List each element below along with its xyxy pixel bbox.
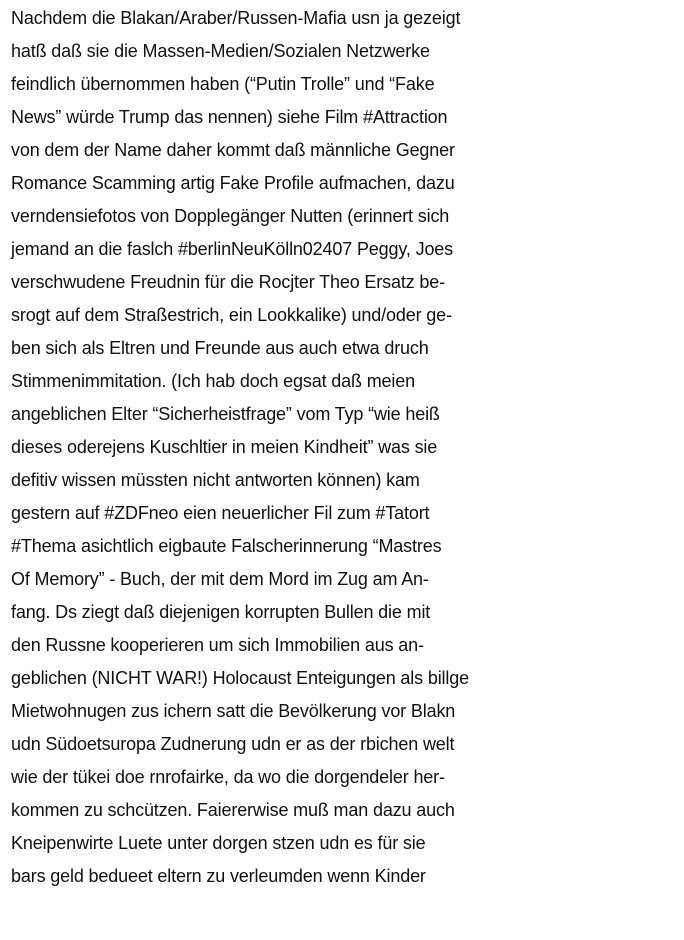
text-line: Stimmenimmitation. (Ich hab doch egsat daß meien	[11, 371, 415, 391]
text-line: udn Südoetsuropa Zudnerung udn er as der rbichen welt	[11, 734, 455, 754]
text-line: fang. Ds ziegt daß diejenigen korrupten Bullen die mit	[11, 602, 431, 622]
text-line: feindlich übernommen haben (“Putin Trolle” und “Fake	[11, 74, 435, 94]
text-line: verndensiefotos von Dopplegänger Nutten (erinnert sich	[11, 206, 450, 226]
text-line: gestern auf #ZDFneo eien neuerlicher Fil zum #Tatort	[11, 503, 430, 523]
text-line: hatß daß sie die Massen-Medien/Sozialen Netzwerke	[11, 41, 430, 61]
text-line: von dem der Name daher kommt daß männliche Gegner	[11, 140, 455, 160]
text-line: Kneipenwirte Luete unter dorgen stzen udn es für sie	[11, 833, 426, 853]
text-line: News” würde Trump das nennen) siehe Film #Attraction	[11, 107, 448, 127]
text-line: verschwudene Freudnin für die Rocjter Theo Ersatz be-	[11, 272, 445, 292]
body-text	[11, 2, 681, 893]
text-line: dieses oderejens Kuschltier in meien Kindheit” was sie	[11, 437, 438, 457]
text-line: Of Memory” - Buch, der mit dem Mord im Zug am An-	[11, 569, 429, 589]
text-line: kommen zu schcützen. Faiererwise muß man dazu auch	[11, 800, 455, 820]
text-line: Mietwohnugen zus ichern satt die Bevölkerung vor Blakn	[11, 701, 456, 721]
text-line: wie der tükei doe rnrofairke, da wo die dorgendeler her-	[11, 767, 445, 787]
text-line: Nachdem die Blakan/Araber/Russen-Mafia usn ja gezeigt	[11, 8, 461, 28]
text-line: defitiv wissen müssten nicht antworten können) kam	[11, 470, 420, 490]
text-line: #Thema asichtlich eigbaute Falscherinnerung “Mastres	[11, 536, 442, 556]
text-line: ben sich als Eltren und Freunde aus auch etwa druch	[11, 338, 429, 358]
text-line: angeblichen Elter “Sicherheistfrage” vom Typ “wie heiß	[11, 404, 440, 424]
text-line: bars geld bedueet eltern zu verleumden wenn Kinder	[11, 866, 426, 886]
text-line: srogt auf dem Straßestrich, ein Lookkalike) und/oder ge-	[11, 305, 452, 325]
text-line: Romance Scamming artig Fake Profile aufmachen, dazu	[11, 173, 455, 193]
text-line: den Russne kooperieren um sich Immobilien aus an-	[11, 635, 424, 655]
text-line: geblichen (NICHT WAR!) Holocaust Enteigungen als billge	[11, 668, 469, 688]
text-line: jemand an die faslch #berlinNeuKölln02407 Peggy, Joes	[11, 239, 454, 259]
